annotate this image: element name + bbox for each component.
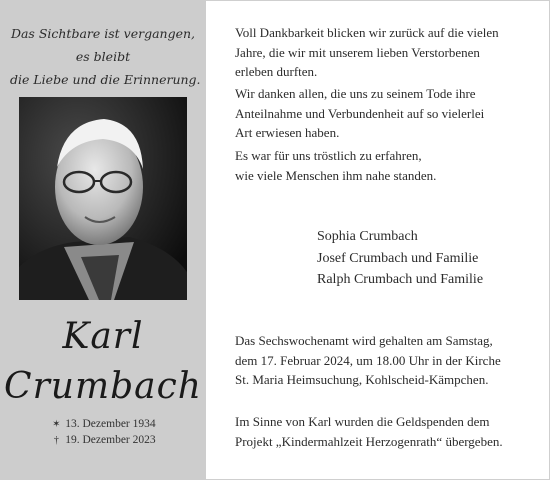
paragraph-line: Art erwiesen haben. <box>235 125 340 140</box>
paragraph-line: wie viele Menschen ihm nahe standen. <box>235 167 437 183</box>
deceased-last-name: Crumbach <box>4 366 202 407</box>
paragraph-line: Anteilnahme und Verbundenheit auf so vielerlei <box>235 105 485 121</box>
paragraph-gratitude <box>235 23 535 82</box>
family-member: Josef Crumbach und Familie <box>317 250 479 266</box>
paragraph-line: Wir danken allen, die uns zu seinem Tode ihre <box>235 86 476 101</box>
paragraph-line: Projekt „Kindermahlzeit Herzogenrath“ übergeben. <box>235 433 503 449</box>
death-date <box>0 434 206 446</box>
left-panel <box>0 0 206 480</box>
birth-star-icon: ✶ <box>52 419 61 430</box>
paragraph-line: Voll Dankbarkeit blicken wir zurück auf die vielen <box>235 25 499 40</box>
deceased-first-name: Karl <box>62 316 144 357</box>
family-member: Sophia Crumbach <box>317 229 418 244</box>
motto-line-3: die Liebe und die Erinnerung. <box>10 72 201 87</box>
birth-date-text: 13. Dezember 1934 <box>65 418 156 430</box>
death-cross-icon: † <box>53 435 59 446</box>
paragraph-comfort <box>235 146 535 185</box>
paragraph-line: dem 17. Februar 2024, um 18.00 Uhr in der Kirche <box>235 352 501 368</box>
birth-date <box>0 418 206 430</box>
motto-line-2: es bleibt <box>75 49 131 64</box>
family-signatures <box>317 226 483 291</box>
motto <box>10 22 201 91</box>
paragraph-line: Jahre, die wir mit unserem lieben Verstorbenen <box>235 44 480 60</box>
paragraph-donation <box>235 412 535 451</box>
portrait-photo <box>19 97 187 300</box>
paragraph-line: Im Sinne von Karl wurden die Geldspenden dem <box>235 414 490 429</box>
paragraph-line: erleben durften. <box>235 64 318 79</box>
death-date-text: 19. Dezember 2023 <box>65 434 156 446</box>
paragraph-service <box>235 331 535 390</box>
paragraph-line: Es war für uns tröstlich zu erfahren, <box>235 148 422 163</box>
portrait-image <box>19 97 187 300</box>
paragraph-thanks <box>235 84 535 143</box>
family-member: Ralph Crumbach und Familie <box>317 272 484 287</box>
paragraph-line: St. Maria Heimsuchung, Kohlscheid-Kämpchen. <box>235 372 489 387</box>
motto-line-1: Das Sichtbare ist vergangen, <box>10 26 196 41</box>
paragraph-line: Das Sechswochenamt wird gehalten am Samstag, <box>235 333 493 348</box>
